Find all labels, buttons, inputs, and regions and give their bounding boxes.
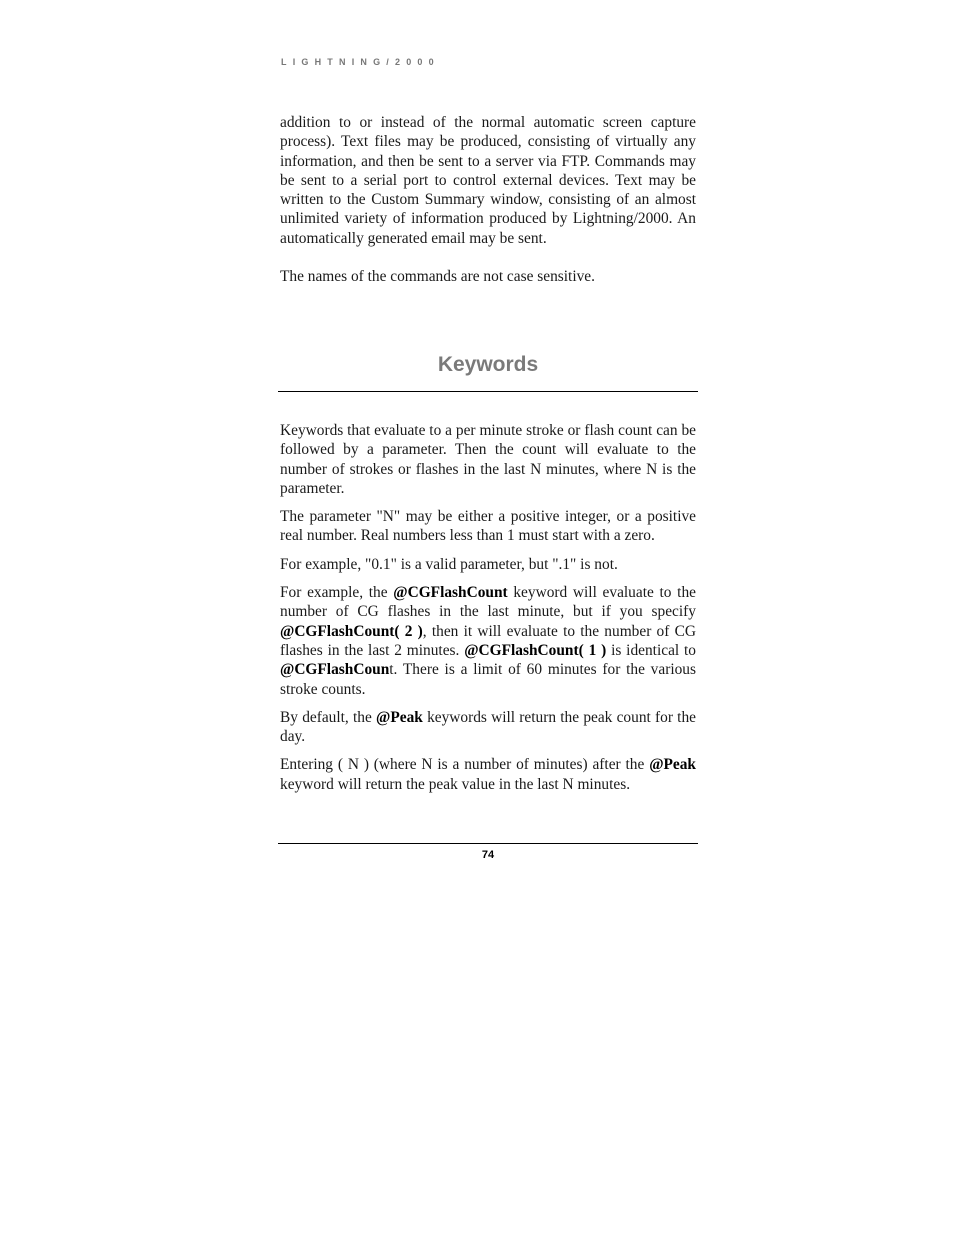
intro-paragraph: addition to or instead of the normal automatic screen capture process). Text files may be produced, consisting of virtually any information, and then be sent to a server via FTP. Commands may be sent to a serial port to control external devices. Text may be written to the Custom Summary window, consisting of an almost unlimited variety of information produced by Lightning/2000. An automatically generated email may be sent. (280, 114, 696, 247)
keyword-term: @CGFlashCount( 1 ) (464, 641, 607, 659)
text-run: Entering ( N ) (where N is a number of minutes) after the (280, 756, 650, 774)
keyword-term: @Peak (649, 756, 696, 774)
text-run: t. There is a limit of 60 minutes for the various stroke counts. (280, 661, 696, 698)
text-run: keyword will return the peak value in the last N minutes. (280, 775, 631, 793)
text-run: For example, the (280, 584, 394, 602)
keywords-body (280, 421, 696, 794)
text-run: , then it will evaluate to the number of CG flashes in the last 2 minutes. (280, 622, 696, 659)
text-run: is identical to (606, 641, 696, 659)
running-header: LIGHTNING/2000 (281, 57, 440, 67)
keywords-paragraph (280, 583, 696, 699)
page-number: 74 (481, 849, 495, 861)
keywords-paragraph (280, 708, 696, 747)
heading-divider (278, 391, 698, 392)
intro-text (280, 113, 696, 286)
footer-divider (278, 843, 698, 844)
keywords-paragraph (280, 755, 696, 794)
text-run: By default, the (280, 708, 377, 726)
keyword-term: @CGFlashCount (393, 584, 508, 602)
intro-paragraph-case-note: The names of the commands are not case sensitive. (280, 268, 595, 286)
keyword-term: @CGFlashCount( 2 ) (280, 622, 423, 640)
section-heading: Keywords (437, 353, 539, 376)
keywords-paragraph: The parameter "N" may be either a positive integer, or a positive real number. Real numbers less than 1 must start with a zero. (280, 508, 696, 545)
keywords-paragraph: For example, "0.1" is a valid parameter, but ".1" is not. (280, 555, 618, 573)
text-run: keywords will return the peak count for the day. (280, 708, 696, 746)
keywords-paragraph: Keywords that evaluate to a per minute stroke or flash count can be followed by a parameter. Then the count will evaluate to the number of strokes or flashes in the last N minutes, where N is the parameter. (280, 422, 696, 497)
keyword-term: @Peak (376, 708, 423, 726)
text-run: keyword will evaluate to the number of CG flashes in the last minute, but if you specify (280, 584, 696, 621)
keyword-term: @CGFlashCoun (280, 661, 390, 679)
